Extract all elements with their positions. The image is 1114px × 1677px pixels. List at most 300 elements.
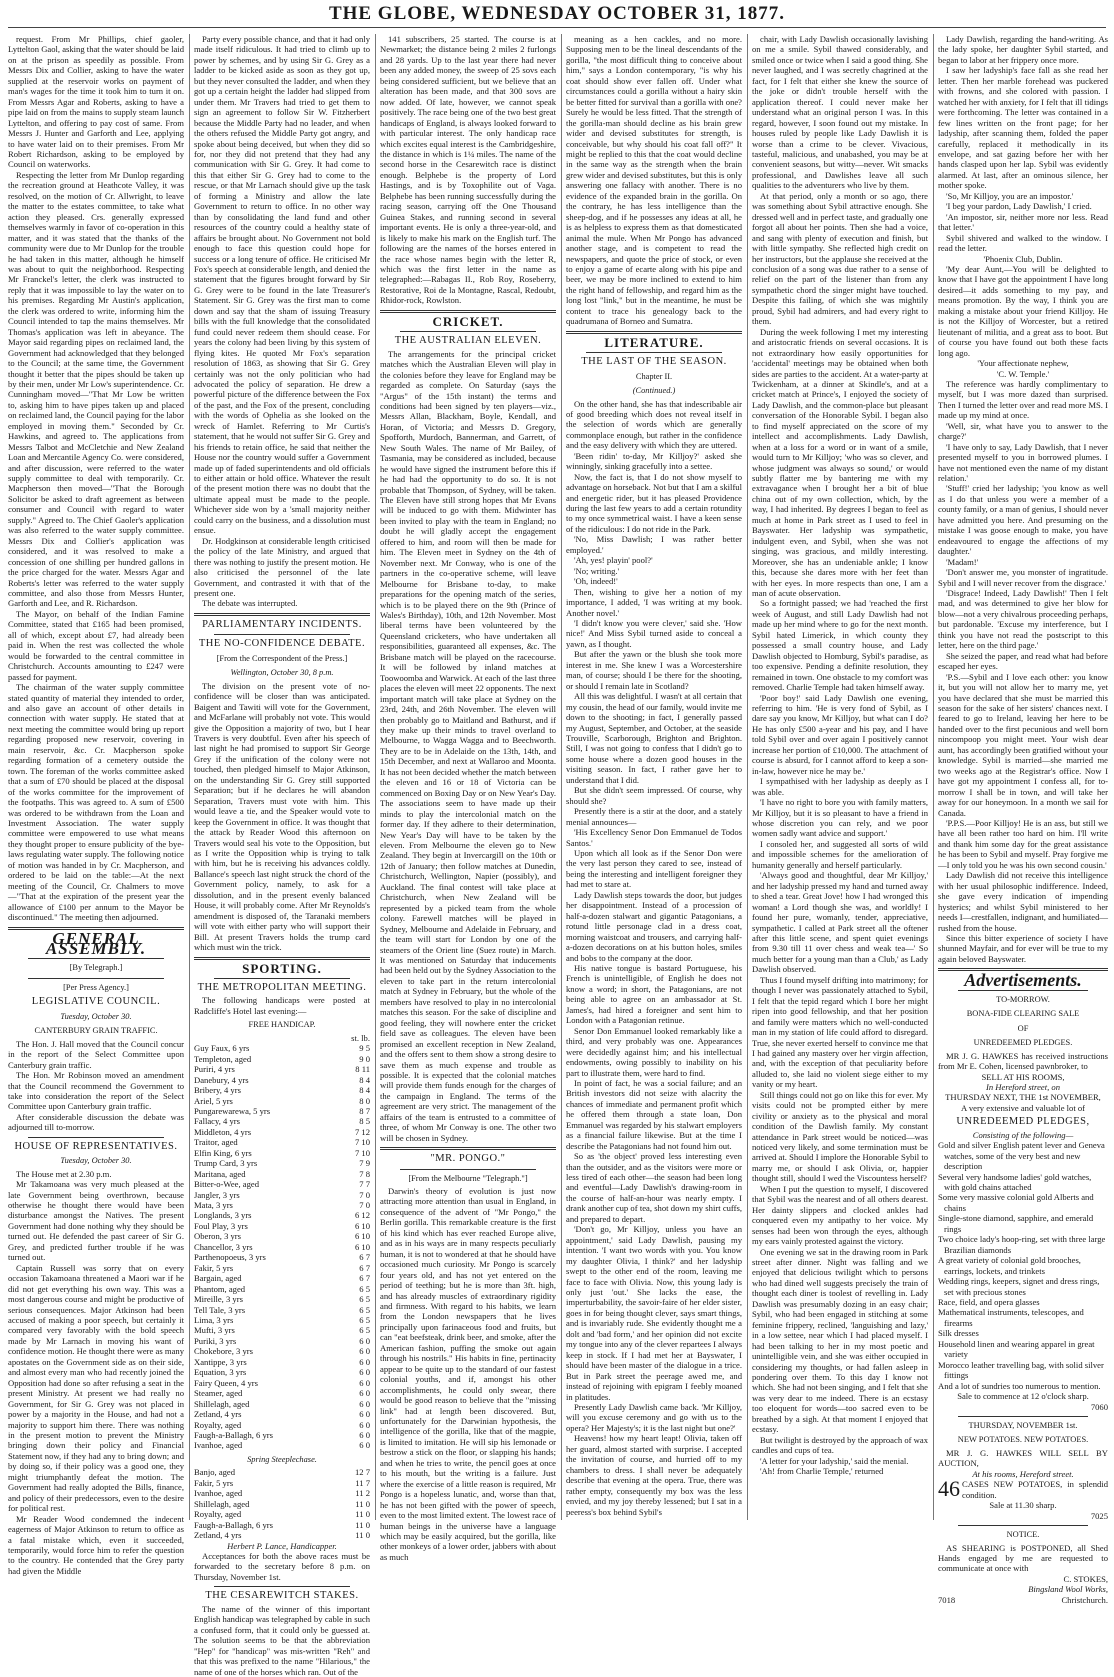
horse-name: Ariel, 5 yrs: [194, 1095, 233, 1106]
steeple-row: [194, 1499, 370, 1509]
column-2: [194, 34, 370, 1677]
masthead: [0, 0, 1114, 28]
horse-name: Danebury, 4 yrs: [194, 1074, 249, 1085]
handicap-row: [194, 1325, 370, 1335]
horse-weight: 6 0: [359, 1377, 370, 1388]
horse-weight: 7 9: [359, 1158, 370, 1169]
section-heading-australian-eleven: THE AUSTRALIAN ELEVEN.: [394, 335, 542, 347]
story-paragraph: When I put the question to myself, I discovered that Sybil was the nearest and of all others dearest. Her dainty slippers and clocked ankles had conquered even my antipathy to her voice. My senses had been won through the eyes, although my ears vainly protested against the victory.: [752, 1183, 928, 1247]
column-separator: [933, 34, 934, 1520]
story-paragraph: During the week following I met my interesting and aristocratic friends on several occasions. It is not extraordinary how easily opportunities for 'accidental' meetings may be obtained when both sides are parties to the accident. At a water-party at Twickenham, at a dinner at Skindle's, and at a cricket match at Prince's, I enjoyed the society of Lady Dawlish, and the common-place but pleasant conversation of the Honorable Sybil. I began also to find myself appreciated on the score of my intellect and accomplishments. Lady Dawlish, when at a loss for a word or in want of a smile, would turn to Mr Killjoy; 'who was so clever, and whose judgment was always so sound,' or would subtly flatter me by bantering me with my extravagance when I brought her a bit of blue china out of my own collection, which, by the way, I had inherited. By degrees I began to feel as much at home in Park street as I used to feel in Bayswater. Her ladyship was sympathetic, indulgent even, and Sybil, when she was not singing, was gracious, and mildly interesting. Moreover, she has an undeniable ankle; I know this, because she dares more with her feet than with her eyes. In more respects than one, I am a man of acute observation.: [752, 326, 928, 599]
section-heading-parliamentary: PARLIAMENTARY INCIDENTS.: [202, 618, 362, 630]
story-paragraph: All this was delightful. I wasn't at all certain that my cousin, the head of our family, would invite me down to the shooting; in fact, I generally passed my August, September, and October, at the seaside Trouville, Scarborough, Brighton and Brighton. Still, I was not going to confess that I didn't go to some house where a dozen good houses in the visiting season. In fact, I rather gave her to understand that I did.: [566, 691, 742, 785]
story-paragraph: 'Well, sir, what have you to answer to the charge?': [938, 420, 1108, 442]
article-paragraph: Acceptances for both the above races must be forwarded to the secretary before 8 p.m. on Thursday, November 1st.: [194, 1550, 370, 1582]
story-paragraph: 'I have only to say, Lady Dawlish, that I never presented myself to you in borrowed plumes. I have not mentioned even the name of my distant relation.': [938, 441, 1108, 484]
steeple-row: [194, 1467, 370, 1477]
dateline: Wellington, October 30, 8 p.m.: [230, 668, 334, 678]
handicap-row: [194, 1294, 370, 1304]
handicap-row: [194, 1440, 370, 1450]
ad-subheading: NEW POTATOES. NEW POTATOES.: [957, 1435, 1089, 1445]
horse-name: Bargain, aged: [194, 1273, 242, 1284]
article-paragraph: Party every possible chance, and that it had only made itself ridiculous. It had tried to climb up to power by schemes, and by using Sir G. Grey as a ladder to be kicked aside as soon as they got up, but they never consulted the ladder, and when they got up a certain height the ladder had slipped from under them. Mr Travers had tried to get them to sign an agreement to follow Sir W. Fitzherbert because the Middle Party had no leader, and when the others refused the Middle Party got angry, and spoke about being deceived, but when they did so for, nor they did not pretend that they had any communication with Sir G. Grey. It had come to this that either Sir G. Grey had to come to the rescue, or that Mr Larnach should give up the task of forming a Ministry and allow the late Government to return to office. In no other way than by consolidating the land fund and other resources of the country could a healthy state of affairs be brought about. No Government not bold enough to face this question could hope for success or a long tenure of office. He criticised Mr Fox's speech at considerable length, and denied the statement that the figures brought forward by Sir G. Grey were to be found in the late Treasurer's Statement. Sir G. Grey was the first man to come down and say that the sham of issuing Treasury bills with the full knowledge that the consolidated fund could never redeem them should cease. For years the colony had been living by this system of flying kites. He quoted Mr Fox's separation resolution of 1863, as showing that Sir G. Grey certainly was not the only politician who had advocated the policy of separation. He drew a powerful picture of the difference between the Fox of the past, and the Fox of the present, concluding with the words of Ophelia as she looked on the wreck of Hamlet. Referring to Mr Curtis's statement, that he would not suffer Sir G. Grey and his friends to retain office, he said that neither the House nor the country would suffer a Government made up of faded superintendents and old officials to either attain or hold office. Whatever the result of the present motion there was no doubt that the ultimate appeal must be made to the people. Whichever side won by a 'small majority neither could carry on the business, and a dissolution must ensue.: [194, 34, 370, 536]
horse-name: Shillelagh, aged: [194, 1398, 250, 1409]
horse-weight: 7 0: [359, 1189, 370, 1200]
ad-footer: Sale to commence at 12 o'clock sharp.: [957, 1391, 1089, 1402]
horse-weight: 6 0: [359, 1356, 370, 1367]
story-title: THE LAST OF THE SEASON.: [581, 356, 727, 368]
ad-heading: NOTICE.: [1006, 1530, 1040, 1540]
handicap-row: [194, 1148, 370, 1158]
horse-name: Parthenopoeus, 3 yrs: [194, 1252, 266, 1263]
section-heading-sporting: SPORTING.: [242, 960, 322, 976]
section-heading-cesarewitch: THE CESAREWITCH STAKES.: [205, 1590, 359, 1602]
ad-item: Silk dresses: [938, 1328, 979, 1339]
ad-item: Wedding rings, keepers, signet and dress rings, set with precious stones: [938, 1276, 1100, 1297]
ad-number: 7025: [1090, 1510, 1108, 1521]
byline: [Per Press Agency.]: [63, 982, 129, 992]
handicap-row: [194, 1409, 370, 1419]
story-paragraph: 'Ah, yes! playin' pool?': [574, 555, 653, 566]
article-paragraph: Respecting the letter from Mr Dunlop regarding the recreation ground at Heathcote Valley, it was resolved, on the motion of Cr. Allwright, to leave the matter to the estates committee, to take what action they pleased. Crs. generally expressed themselves warmly in favor of co-operation in this matter, and it was stated that the thanks of the community were due to Mr Dunlop for the trouble he had taken in this matter, although he himself was about to quit the neighborhood. Respecting Mr Franckel's letter, the clerk was instructed to reply that it was impossible to lay the water on to his premises. Regarding Mr Austin's application, the clerk was ordered to write, informing him the Council intended to tap the mains themselves. Mr Thomas's application was left in abeyance. The Mayor said regarding pipes on reclaimed land, the Government had acknowledged that they belonged to the Council; at the same time, the Government thought it better that the pipes should be taken up by their men, under Mr Low's superintendence. Cr. Cunningham moved—"That Mr Low be written to, asking him to have pipes taken up and placed on reclaimed land, the Council paying for the labor employed in moving them." Seconded by Cr. Hawkins, and agreed to. The applications from Messrs Talbot and McCletchie and New Zealand Loan and Mercantile Agency Co. were considered, and after discussion, were referred to the water supply committee to deal with temporarily. Cr. Macpherson then moved—"That the Borough Solicitor be asked to draft agreement as between consumer and Council with regard to water supply." Agreed to. The Chief Gaoler's application was also referred to the water supply committee. Messrs Dix and Collier's application was considered, and it was resolved to make a concession of one shilling per hundred gallons in the price charged for the water. Messrs Agar and Roberts's letter was referred to the water supply committee, and also those from Messrs Hunter, Garforth and Lee, and R. Richardson.: [8, 169, 184, 609]
story-paragraph: But she didn't seem impressed. Of course, why should she?: [566, 785, 742, 806]
ad-signature: Christchurch.: [1061, 1594, 1108, 1605]
horse-weight: 11 0: [355, 1498, 370, 1509]
ad-line: At his rooms, Hereford street.: [972, 1468, 1074, 1479]
story-paragraph: 'No, Miss Dawlish; I was rather better employed.': [566, 534, 742, 555]
ad-line: SELL AT HIS ROOMS,: [981, 1071, 1065, 1082]
chapter-label: Chapter II.: [635, 371, 673, 381]
story-paragraph: 'I beg your pardon, Lady Dawlish,' I cried.: [946, 201, 1092, 212]
story-paragraph: Now, the fact is, that I do not show myself to advantage on horseback. Not but that I am a skilful and energetic rider, but it has pleased Providence during the last few years to add a certain rotundity to my once symmetrical waist. I have a keen sense of the ridiculous: I do not ride in the Park.: [566, 471, 742, 534]
column-separator: [375, 34, 376, 1520]
handicap-row: [194, 1085, 370, 1095]
handicap-row: [194, 1252, 370, 1262]
ad-large-line: UNREDEEMED PLEDGES,: [956, 1116, 1090, 1128]
section-heading-mr-pongo: "MR. PONGO.": [430, 1153, 506, 1165]
horse-weight: 11 0: [355, 1509, 370, 1520]
section-rule: [194, 613, 370, 616]
horse-name: Mata, 3 yrs: [194, 1200, 233, 1211]
letter-closing: 'Your affectionate nephew,: [977, 358, 1069, 369]
horse-name: Puriri, 4 yrs: [194, 1064, 235, 1075]
horse-name: Jangler, 3 yrs: [194, 1189, 240, 1200]
horse-name: Bribery, 4 yrs: [194, 1085, 241, 1096]
horse-name: Middleton, 4 yrs: [194, 1126, 252, 1137]
story-paragraph: Lady Dawlish, regarding the hand-writing. As the lady spoke, her daughter Sybil started, and began to labor at her frippery once more.: [938, 34, 1108, 65]
ad-item: Household linen and wearing apparel in great variety: [938, 1338, 1095, 1360]
story-paragraph: Senor Don Emmanuel looked remarkably like a third, and very probably was one. Appearances were decidedly against him; and his intellectual endowments, owing possibly to inability on his part to illustrate them, were hard to find.: [566, 1025, 742, 1078]
horse-weight: 6 0: [359, 1430, 370, 1440]
horse-weight: 6 5: [359, 1304, 370, 1315]
dateline: Tuesday, October 30.: [60, 1156, 132, 1166]
horse-weight: 8 11: [355, 1064, 370, 1075]
horse-name: Pungarewarewa, 5 yrs: [194, 1105, 271, 1116]
horse-weight: 7 8: [359, 1168, 370, 1179]
column-6: [938, 34, 1108, 1605]
horse-name: Templeton, aged: [194, 1053, 252, 1064]
horse-weight: 6 5: [359, 1283, 370, 1294]
horse-name: Faugh-a-Ballagh, 6 yrs: [194, 1519, 273, 1530]
horse-weight: 6 5: [359, 1315, 370, 1326]
horse-name: Guy Faux, 6 yrs: [194, 1043, 250, 1054]
handicap-row: [194, 1210, 370, 1220]
horse-weight: 6 7: [359, 1252, 370, 1263]
subheading: CANTERBURY GRAIN TRAFFIC.: [34, 1026, 158, 1036]
article-paragraph: The following handicaps were posted at Radcliffe's Hotel last evening:—: [194, 995, 370, 1016]
story-paragraph: I sympathised with her ladyship as deeply as I was able.: [752, 776, 928, 797]
article-paragraph: After considerable discussion the debate was adjourned till to-morrow.: [8, 1111, 184, 1133]
horse-name: Oberon, 3 yrs: [194, 1231, 242, 1242]
handicap-row: [194, 1075, 370, 1085]
handicap-header: [194, 1033, 370, 1043]
horse-name: Ivanhoe, aged: [194, 1440, 243, 1451]
ad-item: Mathematical instruments, telescopes, and firearms: [938, 1307, 1084, 1328]
section-heading-metropolitan: THE METROPOLITAN MEETING.: [197, 981, 367, 993]
column-5: [752, 34, 928, 1520]
handicap-row: [194, 1263, 370, 1273]
handicap-row: [194, 1378, 370, 1388]
handicap-row: [194, 1367, 370, 1377]
steeple-row: [194, 1530, 370, 1540]
article-paragraph: Dr. Hodgkinson at considerable length criticised the policy of the late Ministry, and argued that there was nothing to justify the present motion. He also criticised the personnel of the late Government, and contrasted it with that of the present one.: [194, 535, 370, 599]
handicap-row: [194, 1242, 370, 1252]
handicap-row: [194, 1169, 370, 1179]
handicap-row: [194, 1096, 370, 1106]
dateline: Tuesday, October 30.: [60, 1011, 132, 1021]
horse-name: Royalty, aged: [194, 1509, 242, 1520]
ad-number: 7018: [938, 1594, 956, 1605]
horse-weight: 6 0: [359, 1440, 370, 1451]
horse-weight: 6 12: [354, 1210, 370, 1221]
byline: [From the Correspondent of the Press.]: [216, 653, 348, 663]
handicap-row: [194, 1420, 370, 1430]
ad-item: A great variety of colonial gold brooches, earrings, lockets, and trinkets: [938, 1255, 1081, 1276]
section-rule: [566, 331, 742, 334]
story-paragraph: 'Ah! from Charlie Temple,' returned: [760, 1466, 884, 1477]
ad-quantity: 46: [938, 1476, 960, 1502]
handicap-row: [194, 1190, 370, 1200]
story-paragraph: She seized the paper, and read what had before escaped her eyes.: [938, 650, 1108, 672]
divider: [214, 634, 350, 635]
section-rule: [380, 310, 556, 313]
article-paragraph: Mr Reader Wood condemned the indecent eagerness of Major Atkinson to return to office as a fatal mistake which, even it succeeded, temporarily, would force him to refer the question to the country. He contended that the Grey party had given the Middle: [8, 1513, 184, 1576]
handicap-row: [194, 1137, 370, 1147]
horse-weight: 6 0: [359, 1388, 370, 1399]
horse-name: Mufti, 3 yrs: [194, 1325, 235, 1336]
horse-name: Chancellor, 3 yrs: [194, 1241, 253, 1252]
horse-name: Longlands, 3 yrs: [194, 1210, 252, 1221]
horse-name: Banjo, aged: [194, 1467, 236, 1478]
horse-name: Faugh-a-Ballagh, 6 yrs: [194, 1430, 273, 1440]
ad-item: And a lot of sundries too numerous to mention.: [938, 1380, 1101, 1391]
handicap-row: [194, 1043, 370, 1053]
ad-item: Race, field, and opera glasses: [938, 1297, 1040, 1308]
handicap-row: [194, 1106, 370, 1116]
story-paragraph: But after the yawn or the blush she took more interest in me. She knew I was a Worcestershire man, of course; should I be there for the shooting, or should I remain late in Scotland?: [566, 649, 742, 691]
horse-name: Zetland, 4 yrs: [194, 1530, 242, 1541]
subheading: FREE HANDICAP.: [248, 1020, 316, 1030]
handicap-row: [194, 1231, 370, 1241]
horse-weight: 8 7: [359, 1105, 370, 1116]
story-paragraph: Upon which all look as if the Senor Don were the very last person they cared to see, instead of being the interesting and intelligent foreigner they had met to stare at.: [566, 847, 742, 890]
horse-weight: 7 10: [354, 1137, 370, 1148]
horse-name: Tell Tale, 3 yrs: [194, 1304, 246, 1315]
handicap-row: [194, 1399, 370, 1409]
horse-name: Maritana, aged: [194, 1168, 246, 1179]
article-paragraph: The House met at 2.30 p.m.: [16, 1168, 112, 1179]
article-paragraph: Captain Russell was sorry that on every occasion Takamoana threatened a Maori war if he did not get everything his own way. This was a most dangerous course and might be productive of serious consequences. Major Atkinson had been accused of making a poor speech, but certainly it compared very favorably with the bold speech made by Mr Larnach in moving his want of confidence motion. He thought there were as many apostates on the Government side as on their side, and almost every man who had recently joined the Opposition had done so after refusing a seat in the present Ministry. At present we had really no Government, for Sir G. Grey was not placed in power by a majority in the House, and had not a majority to support him there. There was nothing in the present motion to prevent the Ministry bringing down their policy and Financial Statement now, if they had any to bring down; and by doing so, if their policy was a good one, they might triumphantly defeat the motion. The Government had really adopted the Bills, finance, and policy of their predecessors, even to the desire for political rest.: [8, 1262, 184, 1514]
story-paragraph: I saw her ladyship's face fall as she read her letter. Then her marble forehead was puckered with frowns, and she colored with passion. I watched her with anxiety, for I felt that ill tidings were forthcoming. The letter was contained in a few lines written on the front page; for her ladyship, after scanning them, folded the paper carefully, replaced it methodically in its envelope, and sat gazing before her with her hands clasped upon her lap. Sybil was evidently alarmed. At last, after an ominous silence, her mother spoke.: [938, 65, 1108, 191]
ad-subheading: UNREDEEMED PLEDGES.: [973, 1038, 1073, 1048]
ad-paragraph: MR J. G. HAWKES has received instructions from Mr E. Cohen, licensed pawnbroker, to: [938, 1050, 1108, 1072]
story-paragraph: 'I didn't know you were clever,' said she. 'How nice!' And Miss Sybil turned aside to conceal a yawn, as I thought.: [566, 618, 742, 649]
horse-name: Puriki, 3 yrs: [194, 1335, 237, 1346]
byline: [From the Melbourne "Telegraph."]: [408, 1173, 528, 1183]
horse-weight: 7 7: [359, 1179, 370, 1190]
divider: [958, 1416, 1088, 1417]
article-paragraph: The division on the present vote of no-confidence will be closer than was anticipated. Baigent and Tawiti will vote for the Government, and McFarlane will probably not vote. This would give the Opposition a majority of two, but I hear Travers is very doubtful. Even after his speech of last night he had promised to support Sir George Grey if the unification of the colony were not touched, then pledged himself to Major Atkinson, on the understanding Sir G. Grey still supported Separation; but if he declares he will abandon Separation, Travers must vote with him. This would leave a tie, and the Speaker would vote to keep the Government in office. It was thought that the attack by Reader Wood this afternoon on Travers would seal his vote to the Opposition, but as I write the Opposition whip is trying to talk with him, but he is receiving his advances coldly. Ballance's speech last night struck the chord of the Government policy, namely, to ask for a dissolution, and in the present evenly balanced House, it will probably come. After Mr Reynolds's amendment is disposed of, the Taranaki members will vote with either party who will support their Bill. At present Travers holds the trump card which must win the trick.: [194, 680, 370, 953]
ad-item: Two choice lady's hoop-ring, set with three large Brazilian diamonds: [938, 1234, 1106, 1255]
divider: [400, 331, 536, 332]
handicap-row: [194, 1273, 370, 1283]
story-paragraph: chair, with Lady Dawlish occasionally lavishing on me a smile. Sybil thawed considerably, and smiled once or twice when I said a good thing. She never laughed, and I was secretly chagrined at the fact, for I felt that either she knew the source of the joke or didn't trouble herself with the application thereof. I could never make her understand what an original person I was. In this regard, however, I soon found out my mistake. In houses ruled by people like Lady Dawlish it is worse than a crime to be clever. Vivacious, tasteful, malicious, and unabashed, you may be at convenient seasons, but witty—never. Wit smacks professional, and Dawlishes leave all such qualities to the adventurers who live by them.: [752, 34, 928, 191]
ad-paragraph: MR J. G. HAWKES WILL SELL BY AUCTION,: [938, 1447, 1108, 1469]
column-3: [380, 34, 556, 1562]
divider: [28, 958, 164, 959]
article-paragraph: Darwin's theory of evolution is just now attracting more attention than usual in England, in consequence of the advent of "Mr Pongo," the Berlin gorilla. This remarkable creature is the first of his kind which has ever reached Europe alive, and as in his ways are in many respects peculiarly human, it is not to wondered at that he should have occasioned much curiosity. Mr Pongo is scarcely four years old, and has not yet entered on the period of teething; but he is more than 3ft. high, and has already muscles of extraordinary rigidity and firmness. With regard to his habits, we learn from the London newspapers that he lives principally upon farinaceous food and fruits, but can "eat beefsteak, drink beer, and smoke, after the American fashion, puffing the smoke out again through his nostrils." His habits in fine, pertinacity appear to be quite up to the standard of our fastest colonial youths, and if, amongst his other accomplishments, he could only swear, there would be good reason to believe that the "missing link" had at length been discovered. But, unfortunately for the Darwinian hypothesis, the intelligence of the gorilla, like that of the magpie, is limited to imitation. He will sip his lemonade or bestrow a stick on the floor, or slapping his hands; and when he tries to write, the pencil goes at once to his mouth, but the writing is a failure. Just where the exercise of a little reason is required, Mr Pongo is a hopeless lunatic, and, worse than that, he has not been gifted with the power of speech, even to the most limited extent. The lowest race of human beings in the universe have a language which may be easily acquired, but the gorilla, like other monkeys of a lower order, jabbers with about as much: [380, 1186, 556, 1562]
handicap-row: [194, 1346, 370, 1356]
horse-name: Lima, 3 yrs: [194, 1315, 234, 1326]
horse-weight: 8 0: [359, 1095, 370, 1106]
handicap-row: [194, 1305, 370, 1315]
weight-units: st. lb.: [351, 1032, 370, 1043]
handicap-row: [194, 1357, 370, 1367]
article-paragraph: The chairman of the water supply committee stated quantity of material they intended to order, and also gave an account of other details in connection with water supply. He stated that at next meeting the committee would bring up report regarding proposed new reservoir, covering in main reservoir, &c. Cr. Macpherson spoke regarding formation of a cemetery outside the town. The foreman of the works committee asked that a sum of £70 should be placed at the disposal of the works committee for the improvement of the footpaths. This was agreed to. A sum of £500 was ordered to be withdrawn from the Loan and Investment Association. The water supply committee were empowered to use what means they thought proper to ensure publicity of the bye-laws regulating water supply. The following notice of motion was handed in by Cr. Macpherson, and ordered to be laid on the table:—At the next meeting of the Council, Cr. Chalmers to move—"That at the expiration of the present year the allowance of £100 per annum to the Mayor be discontinued." The meeting then adjourned.: [8, 682, 184, 923]
handicap-row: [194, 1158, 370, 1168]
section-heading-general-assembly: GENERAL ASSEMBLY.: [45, 928, 147, 958]
divider: [214, 978, 350, 979]
story-paragraph: 'P.S.—Sybil and I love each other: you know it, but you will not allow her to marry me, yet you have declared that she must be married this season for the sake of her sisters' chances next. I feared to go to Ireland, leaving her here to be handed over to the first pecunious and well born nincompoop you might meet. Your wish dear aunt, has accordingly been gratified without your knowledge. Sybil is married—she married me two weeks ago at the Registrar's office. Now I have got my appointment I confess all, for to-morrow I shall be in town, and will take her away for our honeymoon. In a month we sail for Canada.: [938, 671, 1108, 818]
horse-name: Fakir, 5 yrs: [194, 1477, 234, 1488]
ad-item: Single-stone diamond, sapphire, and emerald rings: [938, 1213, 1094, 1234]
article-paragraph: The Mayor, on behalf of the Indian Famine Committee, stated that £165 had been promised, all of which, except about £7, had already been paid in. When the rest was collected the whole would be forwarded to the central committee in Christchurch. Accounts amounting to £247 were passed for payment.: [8, 608, 184, 682]
horse-weight: 8 4: [359, 1074, 370, 1085]
story-paragraph: 'Don't go, Mr Killjoy, unless you have an appointment,' said Lady Dawlish, pausing my intention. 'I want two words with you. You know my daughter Olivia, I think?' and her ladyship swept to the other end of the room, leaving me face to face with Olivia. Now, this young lady is only just 'out.' She lacks the ease, the imperturbability, the savoir-faire of her elder sister, goes in for being thought clever, says smart things, and is invariably rude. She evidently thought me a dolt and 'bad form,' and her opinion did not excite my tongue into any of the clever repartees I always keep in stock. If I had met her at Bayswater, I should have been master of the dialogue in a trice. But in Park street the peerage awed me, and instead of rejoining with epigram I feebly moaned in platitudes.: [566, 1224, 742, 1402]
story-paragraph: Lady Dawlish did not receive this intelligence with her usual philosophic indifference. Indeed, she gave every indication of impending hysterics; and whilst Sybil ministered to her needs I—crestfallen, indignant, and humiliated—rushed from the house.: [938, 870, 1108, 933]
signature: Herbert P. Lance, Handicapper.: [227, 1540, 337, 1551]
horse-name: Fairy Queen, 4 yrs: [194, 1377, 258, 1388]
story-paragraph: So a fortnight passed; we had 'reached the first week of August, and still Lady Dawlish had not made up her mind where to go for the next month. Sybil hated Limerick, in which county they possessed a small country house, and Lady Dawlish objected to Homburg, Sybil's paradise, as too expensive. Pending a definite resolution, they remained in town. One obstacle to my comfort was removed. Charlie Temple had taken himself away.: [752, 598, 928, 693]
article-paragraph: The Hon. J. Hall moved that the Council concur in the report of the Select Committee upon Canterbury grain traffic.: [8, 1038, 184, 1070]
horse-weight: 6 0: [359, 1409, 370, 1420]
story-paragraph: 'His Excellency Senor Don Emmanuel de Todos Santos.': [566, 827, 742, 848]
horse-name: Xantippe, 3 yrs: [194, 1356, 247, 1367]
ad-item: Gold and silver English patent lever and Geneva watches, some of the very best and new description: [938, 1140, 1105, 1172]
column-1: [8, 34, 184, 1576]
horse-weight: 6 10: [354, 1220, 370, 1231]
ad-item: Several very handsome ladies' gold watches, with gold chains attached: [938, 1171, 1092, 1193]
divider: [28, 1137, 164, 1138]
handicap-row: [194, 1116, 370, 1126]
article-paragraph: The name of the winner of this important English handicap was telegraphed by cable in such a confused form, that it could only be guessed at. The solution seems to be that the abbreviation "Hep" for "handicap" was mis-written "Reh" and that this was prefixed to the name "Hilarious," the name of one of the horses which ran. Out of the: [194, 1603, 370, 1677]
horse-name: Equation, 3 yrs: [194, 1367, 247, 1378]
story-paragraph: Thus I found myself drifting into matrimony; for though I never was passionately attached to Sybil, I felt that the tepid regard which I bore her might ripen into good fellowship, and that her position and family were matters which no well-conducted man in my station of life could afford to disregard. True, she never exerted herself to convince me that I had gained any mastery over her virgin affection, and, with the exception of that peculiarity before alluded to, she laid no violent siege either to my vanity or my heart.: [752, 974, 928, 1090]
handicap-row: [194, 1200, 370, 1210]
handicap-row: [194, 1336, 370, 1346]
story-paragraph: 'I have no right to bore you with family matters, Mr Killjoy, but it is so pleasant to have a friend in whose discretion you can rely, and we poor women sadly want advice and support.': [752, 797, 928, 839]
divider: [214, 1586, 350, 1587]
horse-weight: 8 4: [359, 1085, 370, 1096]
newspaper-title: THE GLOBE, WEDNESDAY OCTOBER 31, 1877.: [328, 3, 786, 24]
story-paragraph: Lady Dawlish steps towards the door, but judges her disappointment. Instead of a procession of half-a-dozen stalwart and gigantic Patagonians, a rotund little personage clad in a dress coat, morning waistcoat and trousers, and carrying half-a-dozen decorations on at his button holes, smiles and bobs to the company at the door.: [566, 889, 742, 963]
story-paragraph: Presently there is a stir at the door, and a stately menial announces—: [566, 806, 742, 827]
story-paragraph: His native tongue is bastard Portuguese, his French is unintelligible, of English he does not know a word; in short, the Patagonians, are not being able to agree on an ambassador at St. James's, had hired a foreigner and sent him to London with a Patagonian retinue.: [566, 962, 742, 1026]
horse-weight: 6 5: [359, 1325, 370, 1336]
steeple-list: [194, 1467, 370, 1540]
section-heading-advertisements: Advertisements.: [964, 970, 1082, 991]
byline: [By Telegraph.]: [69, 963, 123, 973]
story-paragraph: Heavens! how my heart leapt! Olivia, taken off her guard, almost started with surprise. I accepted the invitation of course, and hurried off to my chambers to dress. I shall never be adequately describe that evening at the opera. True, there was rather empty, consequently my box was the less envied, and my joy thereby lessened; but I sat in a peeress's box behind Sybil's: [566, 1433, 742, 1517]
story-paragraph: 'Don't answer me, you monster of ingratitude. Sybil and I will never recover from the disgrace.': [938, 567, 1108, 588]
story-paragraph: On the other hand, she has that indescribable air of good breeding which does not reveal itself in the selection of words which are generally commonplace enough, but rather in the confidence and the easy delivery with which they are uttered.: [566, 398, 742, 451]
horse-weight: 7 10: [354, 1147, 370, 1158]
steeple-row: [194, 1488, 370, 1498]
story-paragraph: Then, wishing to give her a notion of my importance, I added, 'I was writing at my book. Another novel.': [566, 586, 742, 618]
ad-line: In Hereford street, on: [986, 1081, 1060, 1092]
horse-weight: 6 0: [359, 1335, 370, 1346]
steeple-row: [194, 1520, 370, 1530]
story-paragraph: 'Disgrace! Indeed, Lady Dawlish!' Then I felt mad, and was determined to give her blow for blow—not a very chivalrous proceeding perhaps, but pardonable. 'Excuse my interference, but I think you have not read the postscript to this letter, here on the third page.': [938, 588, 1108, 651]
horse-weight: 6 0: [359, 1346, 370, 1357]
horse-name: Bitter-o-Wee, aged: [194, 1179, 259, 1190]
horse-weight: 6 10: [354, 1231, 370, 1242]
column-separator: [747, 34, 748, 1520]
story-paragraph: 'An impostor, sir, neither more nor less. Read that letter.': [938, 211, 1108, 233]
story-paragraph: So as 'the object' proved less interesting even than the outsider, and as the visitors were more or less tired of each other—the season had been long and eventful—Lady Dawlish's drawing-room in the course of half-an-hour was nearly empty. I drank another cup of tea, shot down my shirt cuffs, and prepared to depart.: [566, 1151, 742, 1224]
story-paragraph: 'P.P.S.—Poor Killjoy! He is an ass, but still we have all been rather too hard on him. I'll write and thank him some day for the great assistance he has been to Sybil and myself. Pray forgive me—I only told you he was his own second cousin.': [938, 817, 1108, 870]
column-separator: [561, 34, 562, 1520]
handicap-row: [194, 1430, 370, 1440]
horse-name: Zetland, 4 yrs: [194, 1409, 242, 1420]
horse-name: Phantom, aged: [194, 1283, 246, 1294]
horse-name: Mireille, 3 yrs: [194, 1294, 243, 1305]
handicap-row: [194, 1127, 370, 1137]
story-paragraph: 'Stuff!' cried her ladyship; 'you know as well as I do that unless you were a member of a county family, or a man of genius, I should never have admitted you here. And presuming on the mistake I was goose enough to make, you have endeavoured to engage the affections of my daughter.': [938, 483, 1108, 557]
story-paragraph: 'So, Mr Killjoy, you are an impostor.': [946, 190, 1074, 201]
ad-item: Morocco leather travelling bag, with solid silver fittings: [938, 1359, 1104, 1381]
subheading: Spring Steeplechase.: [247, 1454, 317, 1464]
horse-name: Fakir, 5 yrs: [194, 1262, 234, 1273]
story-paragraph: I consoled her, and suggested all sorts of wild and impossible schemes for the amelioration of humanity generally and herself particularly.: [752, 838, 928, 870]
ad-line: CASES NEW POTATOES, in splendid condition.: [962, 1479, 1108, 1500]
handicap-list: [194, 1043, 370, 1451]
horse-weight: 6 5: [359, 1294, 370, 1305]
steeple-row: [194, 1509, 370, 1519]
masthead-rule: [8, 27, 1106, 28]
divider: [28, 978, 164, 979]
article-paragraph: request. From Mr Phillips, chief gaoler, Lyttelton Gaol, asking that the water should be laid on at the prison as speedily as possible. From Messrs Dix and Collier, asking to have the water supplied at the reservoir works on payment of man's wages for the time it took him to turn it on. From Messrs Agar and Roberts, asking to have a pipe laid on from the mains to supply steam launch Lyttelton, and offering to pay cost of same. From Messrs J. Hunter and Garforth and Lee, applying to have water laid on to their premises. From Mr Robert Richardson, asking to be employed by Council on waterworks.: [8, 34, 184, 170]
ad-item: Some very massive colonial gold Alberts and chains: [938, 1192, 1094, 1213]
horse-weight: 6 10: [354, 1241, 370, 1252]
story-paragraph: 'Oh, indeed!': [574, 576, 618, 587]
section-heading-literature: LITERATURE.: [604, 334, 704, 350]
story-paragraph: 'Poor boy!' said Lady Dawlish one evening, referring to him. 'He is very fond of Sybil, as I dare say you know, Mr Killjoy, but what can I do? He has only £500 a-year and his pay, and I have told Sybil over and over again I positively cannot increase her portion of £10,000. The attachment of course is absurd, for I cannot afford to keep a son-in-law, however nice he may be.': [752, 692, 928, 776]
horse-name: Traitor, aged: [194, 1137, 238, 1148]
ad-heading: THURSDAY, NOVEMBER 1st.: [968, 1421, 1078, 1430]
ad-footer-row: [938, 1595, 1108, 1605]
steeple-row: [194, 1478, 370, 1488]
story-paragraph: Since this bitter experience of society I have shunned Mayfair, and for ever will be true to my again beloved Bayswater.: [938, 932, 1108, 964]
section-heading-legislative-council: LEGISLATIVE COUNCIL.: [31, 996, 161, 1008]
section-heading-no-confidence: THE NO-CONFIDENCE DEBATE.: [198, 638, 366, 650]
horse-name: Trump Card, 3 yrs: [194, 1158, 258, 1169]
story-paragraph: One evening we sat in the drawing room in Park street after dinner. Night was falling and we enjoyed that delicious twilight which to persons who had dined well suggests precisely the train of thought each diner is toolest of revelling in. Lady Dawlish was presumably dozing in an easy chair; Sybil, who had been engaged in stitching at some feminine frippery, reclined, 'languishing and lazy,' in a low settee, near which I had placed myself. I had been talking to her in my most poetic and unintelligible vein, and she was either occupied in considering my thoughts, or had fallen asleep in pondering over them. To this day I know not which. She had not been singing, and I felt that she was very dear to me indeed. There is an ecstasy too eloquent for words—too sacred even to be breathed by a sigh. At that moment I enjoyed that ecstasy.: [752, 1246, 928, 1435]
ad-signature: C. STOKES,: [1063, 1573, 1108, 1584]
column-separator: [189, 34, 190, 1520]
story-paragraph: 'My dear Aunt,—You will be delighted to know that I have got the appointment I have long desired—it adds something to my pay, and means promotion. By the way, I think you are making a mistake about your friend Killjoy. He is not the Killjoy of Worcester, but a retired lieutenant of militia, and a great ass to boot. But of course you have found out both these facts long ago.: [938, 263, 1108, 358]
ad-item-list: [938, 1140, 1108, 1391]
article-paragraph: meaning as a hen cackles, and no more. Supposing men to be the lineal descendants of the gorilla, "the most difficult thing to conceive about him," says a London contemporary, "is why his coat should show ever fallen off. Under what circumstances could a gorilla without a hairy skin be better fitted for survival than a gorilla with one? Surely he would be less fitted. That the strength of the gorilla-man should decline as his brain grew wider and devised substitutes for strength, is conceivable, but why should his coat fall off?" It might be replied to this that the coat would decline in the same way as the strength when the brain grew wider and devised substitutes, but this is only answering one fallacy with another. There is no evidence of the expanded brain in the gorilla. On the contrary, he has less intelligence than the sheep-dog, and if he possesses any ideas at all, he is as helpless to express them as that domesticated animal the mule. When Mr Pongo has advanced another stage, and is competent to read the newspapers, and quote the price of stock, or even to enjoy a game of ecarte along with his pipe and beer, we may be more inclined to extend to him the right hand of fellowship, and regard him as the long lost "link," but in the meantime, he must be content to trace his genealogy back to the quadrumana of Borneo and Sumatra.: [566, 34, 742, 327]
story-paragraph: 'Been ridin' to-day, Mr Killjoy?' asked she winningly, sinking gracefully into a settee.: [566, 450, 742, 472]
handicap-row: [194, 1284, 370, 1294]
story-paragraph: Presently Lady Dawlish came back. 'Mr Killjoy, will you excuse ceremony and go with us to the opera? Her Majesty's; it is the last night but one?': [566, 1402, 742, 1433]
horse-weight: 9 0: [359, 1053, 370, 1064]
horse-weight: 6 0: [359, 1419, 370, 1430]
section-rule: [380, 1147, 556, 1150]
divider: [586, 352, 722, 353]
article-paragraph: The debate was interrupted.: [202, 598, 298, 609]
ad-line: THURSDAY NEXT, THE 1st NOVEMBER,: [945, 1092, 1101, 1103]
handicap-row: [194, 1221, 370, 1231]
divider: [958, 1525, 1088, 1526]
horse-weight: 11 7: [355, 1477, 370, 1488]
horse-name: Royalty, aged: [194, 1419, 242, 1430]
section-rule: [194, 957, 370, 960]
story-paragraph: 'A letter for your ladyship,' said the menial.: [760, 1455, 909, 1466]
ad-number: 7060: [1090, 1401, 1108, 1412]
horse-weight: 6 0: [359, 1398, 370, 1409]
horse-weight: 9 5: [359, 1043, 370, 1054]
ad-signature: Bingsland Wool Works,: [1028, 1584, 1108, 1595]
horse-weight: 11 0: [355, 1519, 370, 1530]
article-paragraph: Mr Takamoana was very much pleased at the late Government being overthrown, because otherwise he thought there would have been disturbance amongst the Natives. The present Government had done nothing why they should be turned out. He defended the past career of Sir G. Grey, and predicted further trouble if he was turned out.: [8, 1179, 184, 1263]
story-paragraph: But twilight is destroyed by the approach of wax candles and cups of tea.: [752, 1434, 928, 1456]
horse-name: Chokebore, 3 yrs: [194, 1346, 253, 1357]
continued-label: (Continued.): [632, 386, 676, 396]
horse-weight: 6 7: [359, 1262, 370, 1273]
horse-weight: 7 0: [359, 1200, 370, 1211]
ad-subheading: OF: [1017, 1023, 1029, 1033]
handicap-row: [194, 1054, 370, 1064]
handicap-row: [194, 1388, 370, 1398]
horse-name: Fallacy, 4 yrs: [194, 1116, 240, 1127]
horse-weight: 11 0: [355, 1530, 370, 1541]
handicap-row: [194, 1179, 370, 1189]
article-paragraph: The arrangements for the principal cricket matches which the Australian Eleven will play in the colonies before they leave for England may be regarded as complete. On Saturday (says the "Argus" of the 15th instant) the terms and conditions had been signed by ten players—viz., Messrs Allan, Blackham, Boyle, Kendall, and Horan, of Victoria; and Messrs D. Gregory, Spofforth, Murdoch, Bannerman, and Garrett, of New South Wales. The name of Mr Bailey, of Tasmania, may be considered as included, because he would have signed the instrument before this if he had had the opportunity to do so. It is not probable that Thompson, of Sydney, will be taken. The Eleven have still strong hopes that Mr Evans will be induced to go with them. Midwinter has been invited to play with the team in England; no doubt he will gladly accept the engagement offered to him, and room will then be made for him. The Eleven meet in Sydney on the 4th of November next. Mr Conway, who is one of the partners in the co-operative scheme, will leave Melbourne for Brisbane to-day, to make preparations for the opening match of the series, which is to be played there on the 9th (Prince of Wales's Birthday), 10th, and 12th November. Most liberal terms have been volunteered by the Queensland cricketers, who have undertaken all responsibilities, guaranteed all expenses, &c. The Brisbane match will be played on the racecourse. It will be followed by inland matches at Toowoomba and Warwick. At each of the last three places the eleven will meet 22 opponents. The next important match will take place at Sydney on the 23rd, 24th, and 26th November. The eleven will then probably go to Maitland and Bathurst, and if they make up their minds to travel overland to Melbourne, to Wagga Wagga and to Beechworth. They are to be in Adelaide on the 13th, 14th, and 15th December, and next at Wallaroo and Moonta. It has not been decided whether the match between the eleven and 16 or 18 of Victoria can be commenced on Boxing Day or on New Year's Day. The associations seem to have made up their minds to play the intercolonial match on the former day. If they adhere to their determination, New Year's Day will have to be taken by the eleven. From Melbourne the eleven go to New Zealand. They begin at Invercargill on the 10th or 12th of January; then follow matches at Dunedin, Christchurch, Wellington, Napier (possibly), and Auckland. The final contest will take place at Christchurch, when New Zealand will be represented by a picked team from the whole colony. Farewell matches will be played in Sydney, Melbourne and Adelaide in February, and the team will start for London by one of the steamers of the Orient line (Suez route) in March. It was mentioned on Saturday that inducements had been held out by the Sydney Association to the eleven to take part in the return intercolonial match at Sydney in February, but the whole of the members have resolved to play in no intercolonial matches this season. For the sake of discipline and good feeling, they will nowhere enter the cricket field save as colleagues. The eleven have been promised an excellent reception in New Zealand, and the offers sent to them show a strong desire to save them as much expense and trouble as possible. It is expected that the colonial matches will provide them funds enough for the charges of the campaign in England. The terms of the agreement are very strict. The management of the affairs of the team is entrusted to a committee of three, of whom Mr Conway is one. The other two will be chosen in Sydney.: [380, 348, 556, 1143]
story-paragraph: The reference was hardly complimentary to myself, but I was more dazed than surprised. Then I turned the letter over and read more MS. I made up my mind at once.: [938, 378, 1108, 421]
story-paragraph: Sybil shivered and walked to the window. I read the letter.: [938, 232, 1108, 254]
horse-weight: 7 12: [354, 1126, 370, 1137]
column-4: [566, 34, 742, 1520]
handicap-row: [194, 1064, 370, 1074]
horse-name: Steamer, aged: [194, 1388, 243, 1399]
article-paragraph: 141 subscribers, 25 started. The course is at Newmarket; the distance being 2 miles 2 furlongs and 28 yards. Up to the last year there had never been any added money, the sweep of 25 sovs each being considered sufficient, but we believe that an alteration has been made, and that 300 sovs are now added. Of late, however, we cannot speak positively. The race being one of the two best great handicaps of England, is always looked forward to with particular interest. The only handicap race which excites equal interest is the Cambridgeshire, the distance in which is 1¼ miles. The name of the second horse in the Cesarewitch race is distinct enough. Belphebe is the property of Lord Hastings, and is by Toxophilite out of Vaga. Belphebe has been running successfully during the racing season, carrying off the One Thousand Guinea Stakes, and running second in several important events. He is only a three-year-old, and is likely to make his mark on the English turf. The following are the names of the horses entered in the race whose names begin with the letter R, which was the first letter in the name as telegraphed:—Rabagas II., Rob Roy, Roseberry, Restorative, Roi de la Montagne, Rascal, Redoubt, Rhidor-rock, Rowlston.: [380, 34, 556, 306]
horse-weight: 12 7: [354, 1467, 370, 1478]
horse-name: Ivanhoe, aged: [194, 1488, 243, 1499]
horse-weight: 6 7: [359, 1273, 370, 1284]
handicap-row: [194, 1315, 370, 1325]
